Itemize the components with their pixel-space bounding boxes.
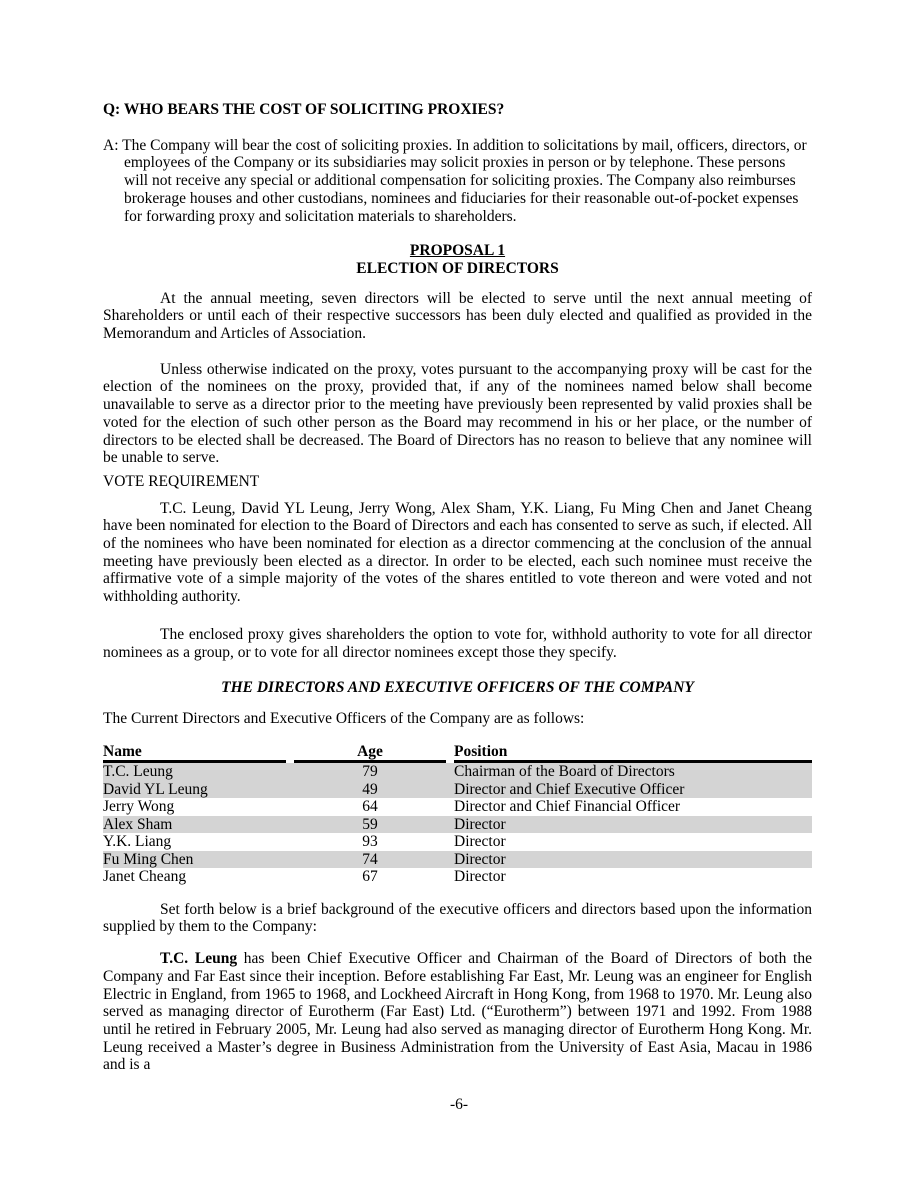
- proposal-heading: [103, 242, 812, 277]
- qa-answer: [103, 137, 812, 226]
- para-proxy-votes: Unless otherwise indicated on the proxy, votes pursuant to the accompanying proxy will be cast for the election of the nominees on the proxy, provided that, if any of the nominees named below shall become unavailable to serve as a director prior to the meeting have previously been represented by valid proxies shall be voted for the election of such other person as the Board may recommend in his or her place, or the number of directors to be elected shall be decreased. The Board of Directors has no reason to believe that any nominee will be unable to serve.: [103, 360, 812, 467]
- cell-name: Y.K. Liang: [103, 833, 172, 851]
- table-row: [103, 798, 812, 816]
- cell-position: Director and Chief Financial Officer: [454, 798, 681, 816]
- table-row: [103, 763, 812, 781]
- cell-position: Director: [454, 816, 812, 834]
- cell-age: 74: [294, 851, 446, 869]
- page-number: -6-: [449, 1096, 469, 1113]
- bio-text: has been Chief Executive Officer and Chairman of the Board of Directors of both the Company and Far East since their inception. Before establishing Far East, Mr. Leung was an engineer for English Electric in England, from 1965 to 1968, and Lockheed Aircraft in Hong Kong, from 1968 to 1970. Mr. Leung also served as managing director of Eurotherm (Far East) Ltd. (“Eurotherm”) between 1971 and 1992. From 1988 until he retired in February 2005, Mr. Leung had also served as managing director of Eurotherm Hong Kong. Mr. Leung received a Master’s degree in Business Administration from the University of East Asia, Macau in 1986 and is a: [103, 950, 812, 1074]
- table-row: [103, 816, 812, 834]
- cell-name: David YL Leung: [103, 781, 286, 799]
- table-row: [103, 781, 812, 799]
- para-bio: [103, 950, 812, 1074]
- cell-age: 93: [362, 833, 378, 851]
- directors-table: [103, 743, 812, 886]
- qa-question-label: Q:: [103, 101, 121, 118]
- vote-requirement-heading: VOTE REQUIREMENT: [103, 472, 260, 490]
- directors-intro: The Current Directors and Executive Officers of the Company are as follows:: [103, 709, 585, 727]
- cell-age: 79: [294, 763, 446, 781]
- cell-position: Chairman of the Board of Directors: [454, 763, 812, 781]
- table-header-position: Position: [454, 743, 812, 764]
- cell-position: Director: [454, 851, 812, 869]
- bio-name: T.C. Leung: [160, 950, 238, 968]
- cell-name: Janet Cheang: [103, 868, 187, 886]
- cell-name: Jerry Wong: [103, 798, 175, 816]
- cell-age: 59: [294, 816, 446, 834]
- qa-question-text: WHO BEARS THE COST OF SOLICITING PROXIES?: [123, 101, 505, 118]
- table-row: [103, 851, 812, 869]
- cell-position: Director: [454, 833, 506, 851]
- table-header-name: Name: [103, 743, 286, 764]
- para-nominees: T.C. Leung, David YL Leung, Jerry Wong, Alex Sham, Y.K. Liang, Fu Ming Chen and Janet Cheang have been nominated for election to the Board of Directors and each has consented to serve as such, if elected. All of the nominees who have been nominated for election as a director commencing at the conclusion of the annual meeting have previously been elected as a director. In order to be elected, each such nominee must receive the affirmative vote of a simple majority of the votes of the shares entitled to vote thereon and were voted and not withholding authority.: [103, 499, 812, 606]
- para-annual-meeting: At the annual meeting, seven directors will be elected to serve until the next annual meeting of Shareholders or until each of their respective successors has been duly elected and qualified as provided in the Memorandum and Articles of Association.: [103, 289, 812, 343]
- cell-position: Director: [454, 868, 506, 886]
- table-row: [103, 833, 812, 851]
- qa-answer-label: A:: [103, 136, 119, 154]
- table-row: [103, 868, 812, 886]
- qa-answer-text: The Company will bear the cost of soliciting proxies. In addition to solicitations by mail, officers, directors, or employees of the Company or its subsidiaries may solicit proxies in person or by telephone. These persons will not receive any special or additional compensation for soliciting proxies. The Company also reimburses brokerage houses and other custodians, nominees and fiduciaries for their reasonable out-of-pocket expenses for forwarding proxy and solicitation materials to shareholders.: [122, 136, 807, 225]
- proposal-title: PROPOSAL 1: [409, 242, 506, 260]
- table-header-gap: [286, 743, 294, 764]
- cell-position: Director and Chief Executive Officer: [454, 781, 812, 799]
- qa-question: [103, 101, 812, 119]
- cell-name: Alex Sham: [103, 816, 286, 834]
- table-header-row: [103, 743, 812, 764]
- para-background-intro: Set forth below is a brief background of the executive officers and directors based upon the information supplied by them to the Company:: [103, 900, 812, 936]
- cell-name: Fu Ming Chen: [103, 851, 286, 869]
- para-enclosed-proxy: The enclosed proxy gives shareholders the option to vote for, withhold authority to vote for all director nominees as a group, or to vote for all director nominees except those they specify.: [103, 625, 812, 661]
- table-header-age: Age: [294, 743, 446, 764]
- directors-officers-heading: THE DIRECTORS AND EXECUTIVE OFFICERS OF THE COMPANY: [221, 679, 694, 697]
- proposal-subtitle: ELECTION OF DIRECTORS: [356, 259, 559, 277]
- cell-age: 67: [362, 868, 378, 886]
- cell-age: 49: [294, 781, 446, 799]
- cell-age: 64: [362, 798, 378, 816]
- cell-name: T.C. Leung: [103, 763, 286, 781]
- table-header-gap: [446, 743, 454, 764]
